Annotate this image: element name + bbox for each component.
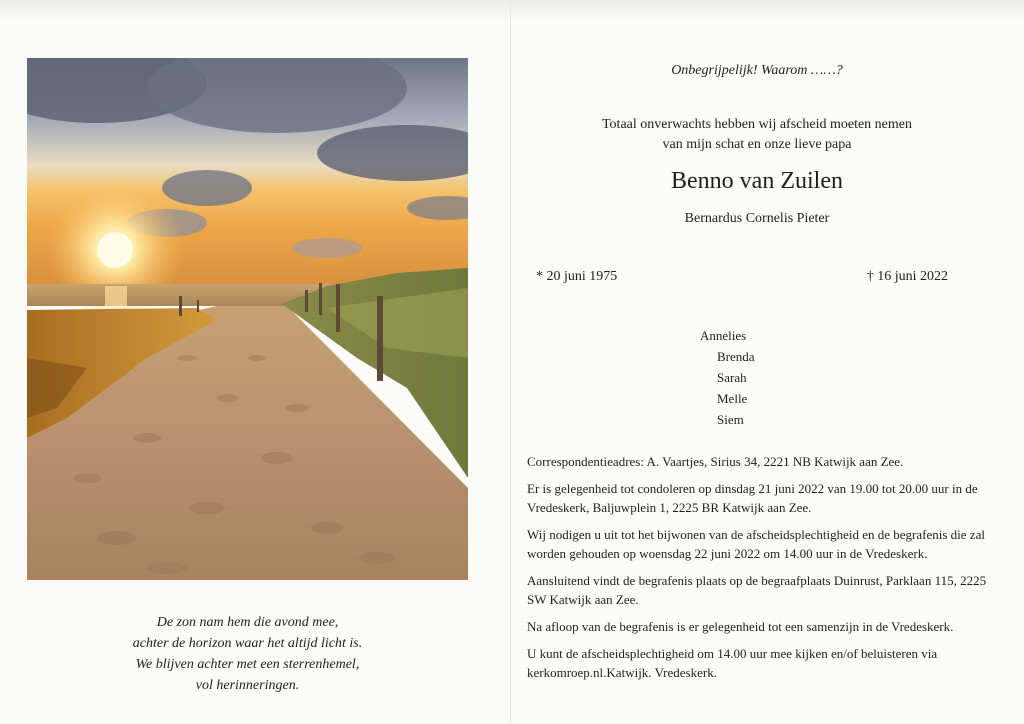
heading: Onbegrijpelijk! Waarom ……? bbox=[671, 63, 843, 78]
condolence-info: Er is gelegenheid tot condoleren op dinsdag 21 juni 2022 van 19.00 tot 20.00 uur in de Vredeskerk, Baljuwplein 1, 2225 BR Katwijk aan Zee. bbox=[527, 481, 978, 515]
intro-line: Totaal onverwachts hebben wij afscheid moeten nemen bbox=[601, 117, 913, 132]
sunset-beach-photo bbox=[27, 58, 468, 580]
gathering-info: Na afloop van de begrafenis is er gelegenheid tot een samenzijn in de Vredeskerk. bbox=[527, 619, 954, 634]
death-date: † 16 juni 2022 bbox=[866, 269, 948, 284]
poem-line: We blijven achter met een sterrenhemel, bbox=[135, 657, 360, 672]
family-member: Brenda bbox=[717, 349, 755, 364]
birth-date: * 20 juni 1975 bbox=[536, 269, 618, 284]
family-member: Sarah bbox=[717, 370, 747, 385]
correspondence-address: Correspondentieadres: A. Vaartjes, Sirius 34, 2221 NB Katwijk aan Zee. bbox=[527, 454, 904, 469]
family-member: Siem bbox=[717, 412, 744, 427]
family-member: Annelies bbox=[700, 328, 747, 343]
poem-line: achter de horizon waar het altijd licht is. bbox=[132, 636, 363, 651]
poem-line: vol herinneringen. bbox=[195, 678, 300, 693]
poem-line: De zon nam hem die avond mee, bbox=[156, 615, 339, 630]
burial-info: Aansluitend vindt de begrafenis plaats op de begraafplaats Duinrust, Parklaan 115, 2225 SW Katwijk aan Zee. bbox=[527, 573, 987, 607]
intro-text bbox=[510, 115, 1004, 155]
announcement-panel bbox=[510, 0, 1024, 724]
broadcast-info: U kunt de afscheidsplechtigheid om 14.00 uur mee kijken en/of beluisteren via kerkomroep.nl.Katwijk. Vredeskerk. bbox=[527, 646, 938, 680]
intro-line: van mijn schat en onze lieve papa bbox=[662, 137, 852, 152]
family-member: Melle bbox=[717, 391, 748, 406]
memorial-poem bbox=[27, 612, 468, 696]
details-section bbox=[527, 452, 987, 690]
ceremony-invitation: Wij nodigen u uit tot het bijwonen van de afscheidsplechtigheid en de begrafenis die zal worden gehouden op woensdag 22 juni 2022 om 14.00 uur in de Vredeskerk. bbox=[527, 527, 985, 561]
deceased-name: Benno van Zuilen bbox=[671, 168, 843, 194]
deceased-full-name: Bernardus Cornelis Pieter bbox=[684, 211, 830, 226]
family-list bbox=[700, 325, 755, 430]
